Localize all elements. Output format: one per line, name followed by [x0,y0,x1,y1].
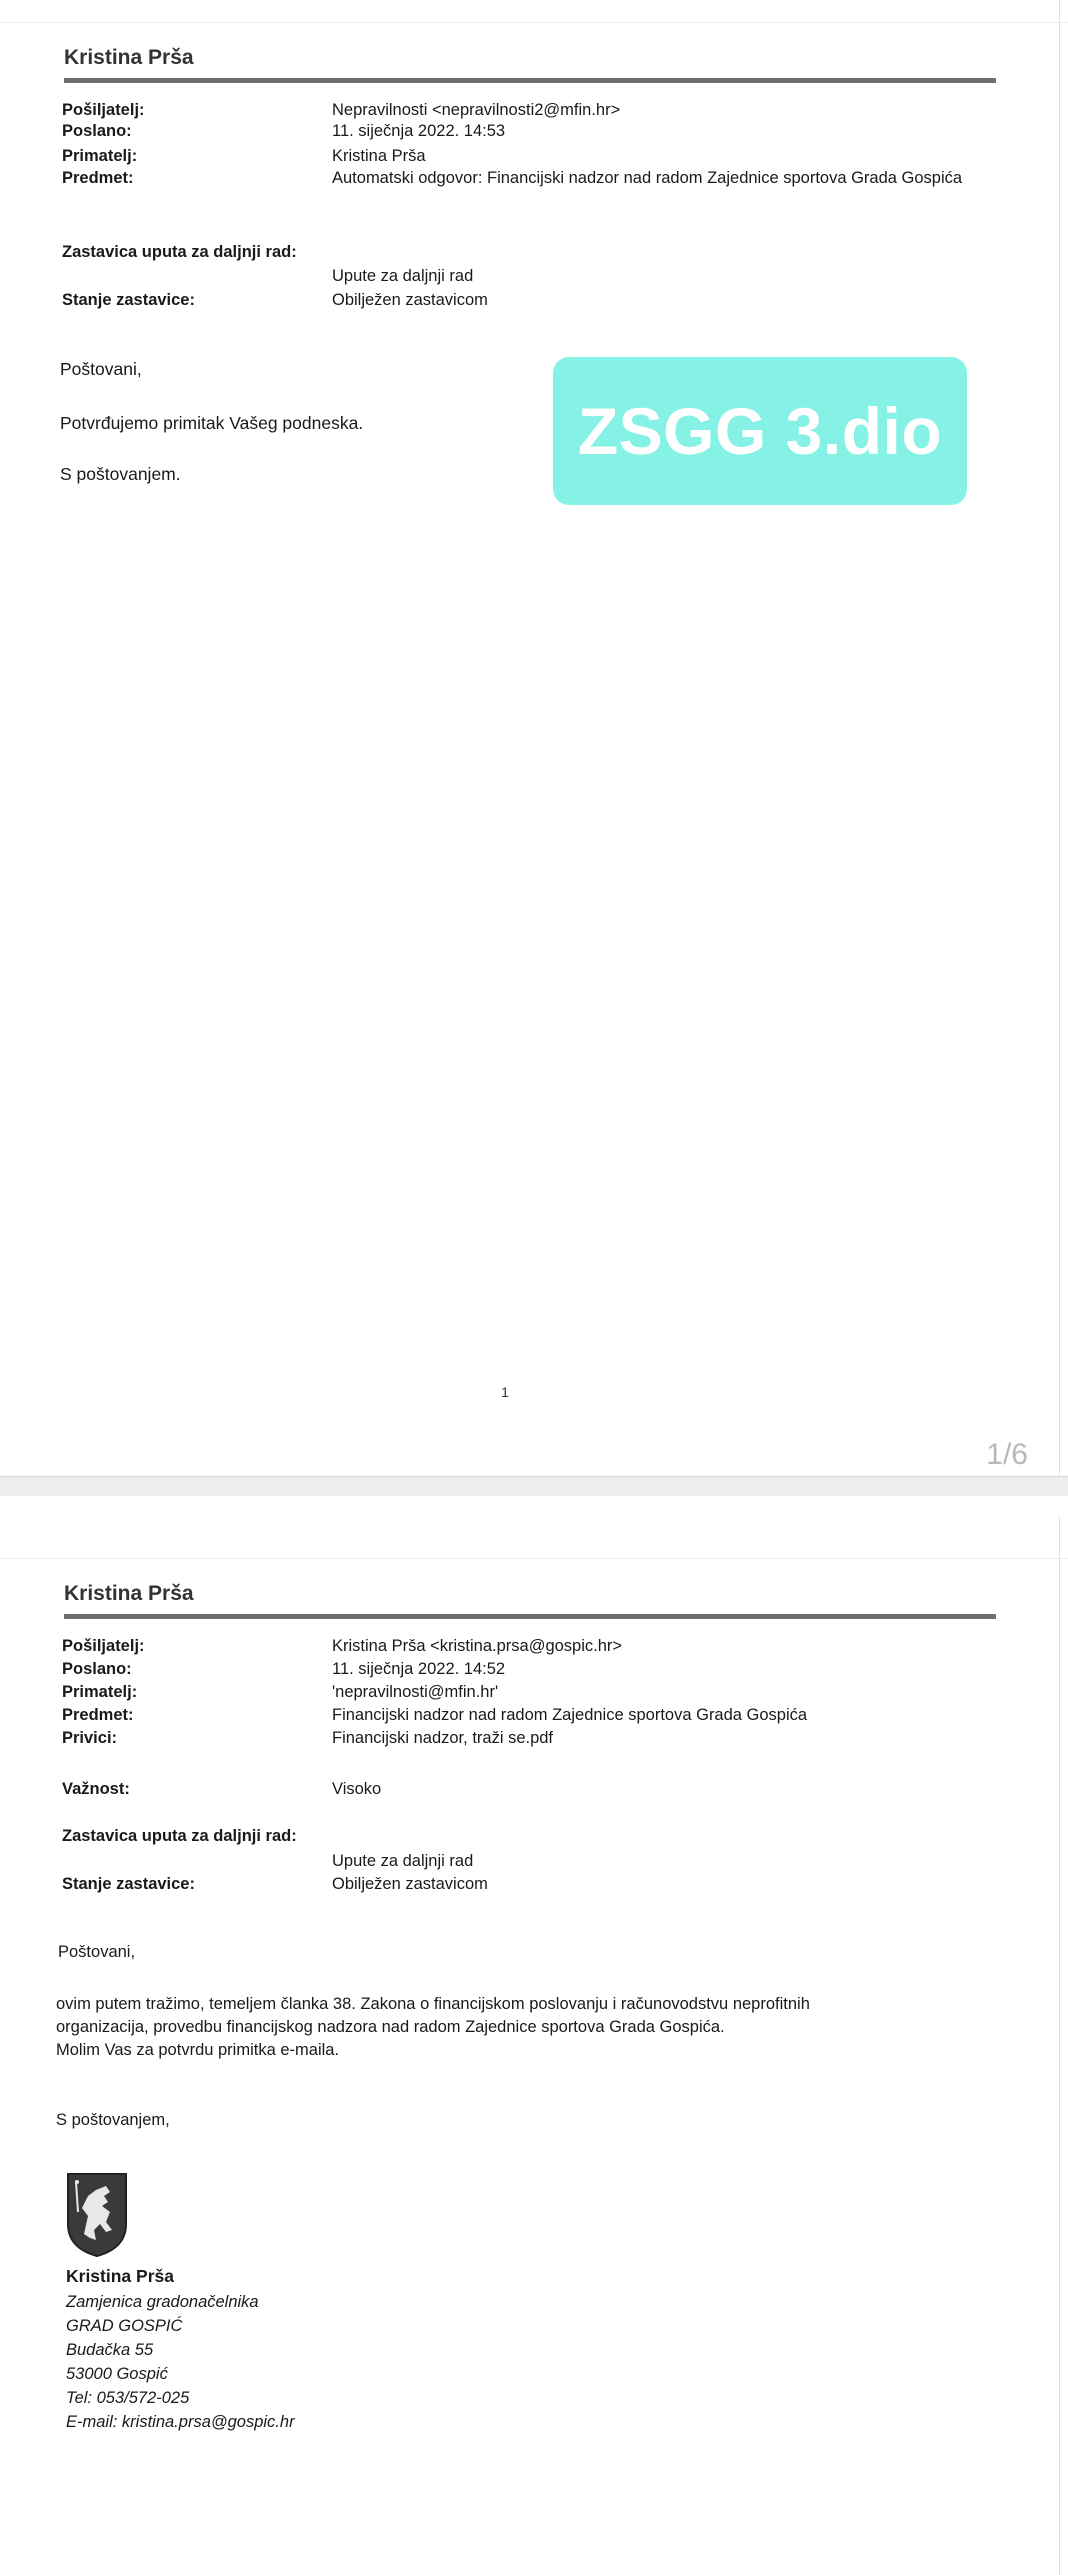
signature-line: Zamjenica gradonačelnika [66,2293,259,2311]
flag-value: Upute za daljnji rad [332,1852,474,1870]
page-right-edge [1059,1516,1060,2575]
header-value-to: 'nepravilnosti@mfin.hr' [332,1683,499,1701]
header-label: Poslano: [62,122,132,140]
page-top-border [0,1558,1068,1559]
signature-line: Tel: 053/572-025 [66,2389,190,2407]
greeting: Poštovani, [60,359,142,379]
page-separator [0,1476,1068,1498]
signature-line: 53000 Gospić [66,2365,168,2383]
attachment-link[interactable]: Financijski nadzor, traži se.pdf [332,1729,554,1747]
header-label: Primatelj: [62,147,138,165]
header-label: Predmet: [62,169,134,187]
header-value-subject: Financijski nadzor nad radom Zajednice sportova Grada Gospića [332,1706,808,1724]
signature-email[interactable]: E-mail: kristina.prsa@gospic.hr [66,2413,295,2431]
header-value-from: Kristina Prša <kristina.prsa@gospic.hr> [332,1637,623,1655]
header-label: Predmet: [62,1706,134,1724]
header-label: Pošiljatelj: [62,101,145,119]
flag-state-label: Stanje zastavice: [62,1875,195,1893]
coat-of-arms-icon [66,2172,128,2258]
header-rule [64,78,996,83]
message-body: Potvrđujemo primitak Vašeg podneska. [60,413,364,433]
header-label: Privici: [62,1729,118,1747]
importance-label: Važnost: [62,1780,130,1798]
sender-name-heading: Kristina Prša [64,1582,194,1605]
flag-value: Upute za daljnji rad [332,267,474,285]
closing: S poštovanjem, [56,2111,170,2129]
page-top-border [0,22,1068,23]
flag-state-label: Stanje zastavice: [62,291,195,309]
flag-state-value: Obilježen zastavicom [332,1875,488,1893]
header-label: Poslano: [62,1660,132,1678]
header-value-to: Kristina Prša [332,147,426,165]
header-value-sent: 11. siječnja 2022. 14:52 [332,1660,506,1678]
body-line: Molim Vas za potvrdu primitka e-maila. [56,2041,340,2059]
importance-value: Visoko [332,1780,382,1798]
body-line: organizacija, provedbu financijskog nadzora nad radom Zajednice sportova Grada Gospića. [56,2018,725,2036]
flag-label: Zastavica uputa za daljnji rad: [62,243,297,261]
header-label: Pošiljatelj: [62,1637,145,1655]
flag-state-value: Obilježen zastavicom [332,291,488,309]
header-value-sent: 11. siječnja 2022. 14:53 [332,122,506,140]
watermark-label: ZSGG 3.dio [553,357,967,505]
header-label: Primatelj: [62,1683,138,1701]
page-counter: 1/6 [986,1438,1028,1471]
signature-line: Budačka 55 [66,2341,154,2359]
signature-name: Kristina Prša [66,2266,174,2286]
greeting: Poštovani, [58,1943,136,1961]
header-value-subject: Automatski odgovor: Financijski nadzor nad radom Zajednice sportova Grada Gospića [332,169,963,187]
flag-label: Zastavica uputa za daljnji rad: [62,1827,297,1845]
signature-line: GRAD GOSPIĆ [66,2317,183,2335]
closing: S poštovanjem. [60,464,181,484]
header-rule [64,1614,996,1619]
page-number: 1 [501,1384,509,1400]
sender-name-heading: Kristina Prša [64,46,194,69]
page-right-edge [1059,0,1060,1476]
header-value-from: Nepravilnosti <nepravilnosti2@mfin.hr> [332,101,621,119]
body-line: ovim putem tražimo, temeljem članka 38. Zakona o financijskom poslovanju i računovodstvu neprofitnih [56,1995,810,2013]
